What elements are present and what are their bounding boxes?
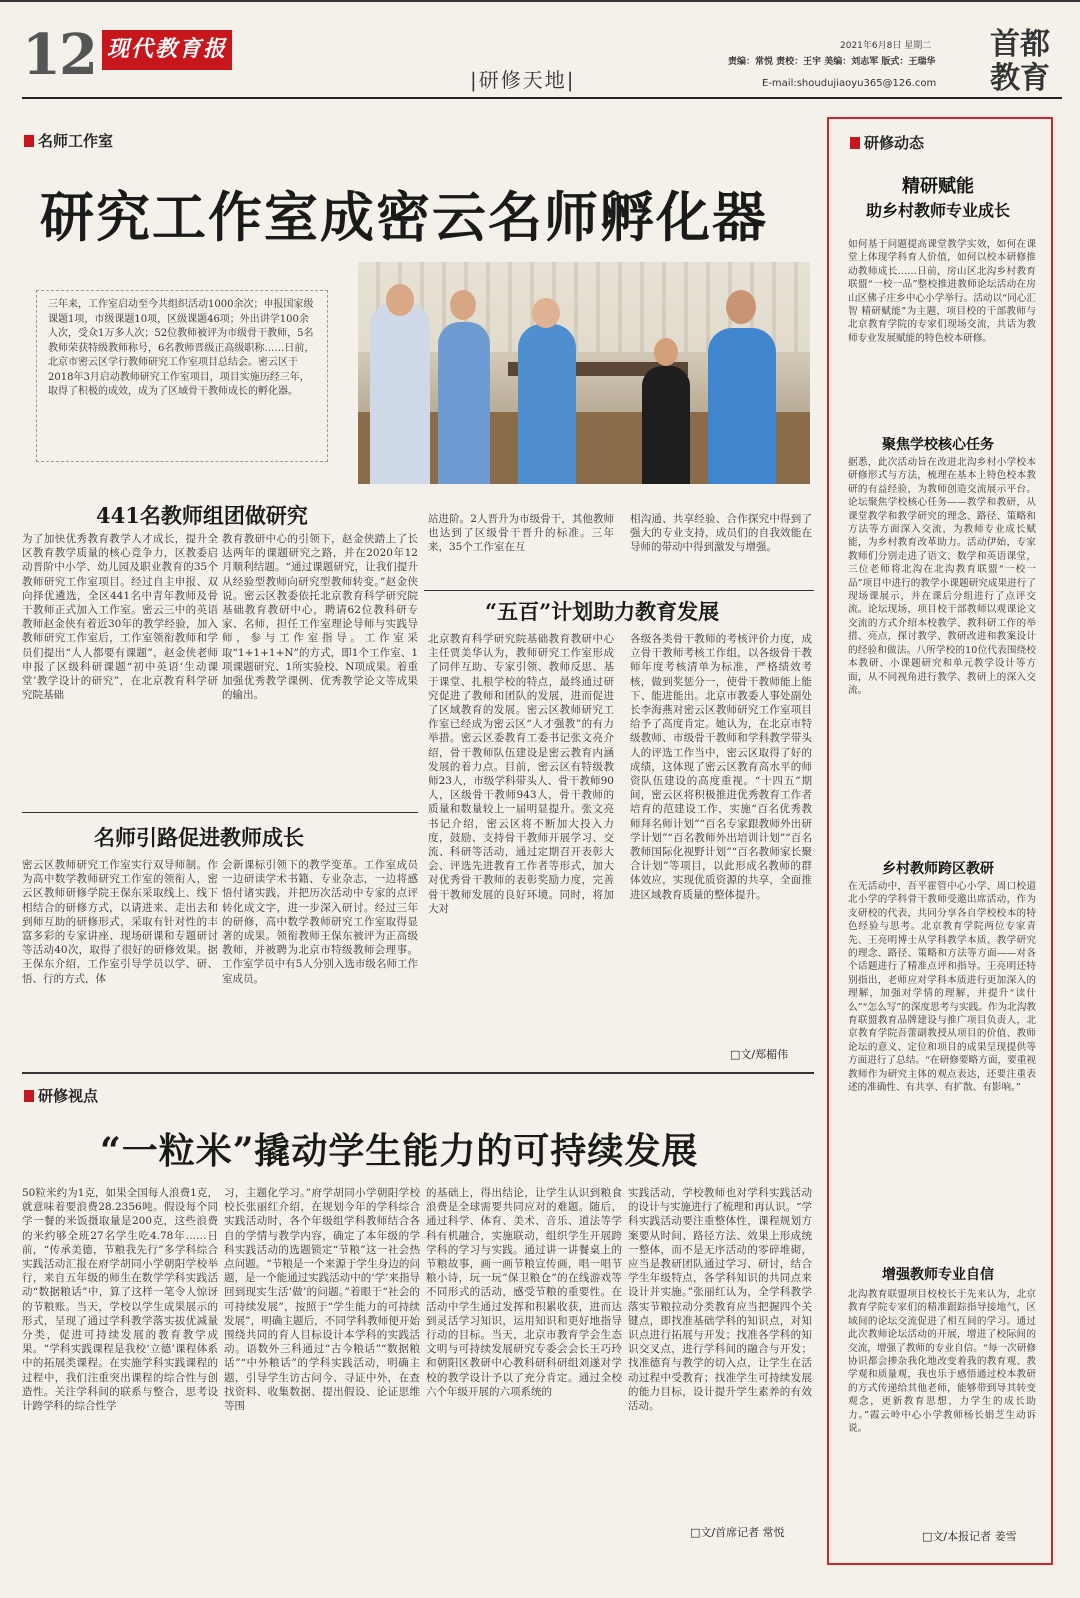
email-line: E-mail:shoudujiaoyu365@126.com: [762, 78, 937, 89]
lower-col2: 习，主题化学习。”府学胡同小学朝阳学校校长张丽红介绍，在规划今年的学科综合实践活动时，各个年级组学科教师结合各自的学情与教学内容，确定了本年级的学科实践活动的选题锁定“节粮”这一社会热点问题。“节粮是一个来源于学生身边的问题，是一个能通过实践活动中的‘学’来指导回到现实生活‘做’的问题。”着眼于“社会的可持续发展”，按照于“学生能力的可持续发展”，明确主题后，不同学科教师便开始围绕共同的育人目标设计本学科的实践活动。语数外三科通过“古今粮话”“数据粮话”“中外粮话”的学科实践活动，明确主题，引导学生访古问今、寻证中外，在查找资料、收集数据、提出假设、论证思维等围: [224, 1187, 420, 1413]
brand-line-2: 教育: [990, 61, 1050, 96]
sidebar-section-label: 研修动态: [850, 132, 924, 153]
photo-person-1: [370, 302, 430, 484]
red-square-icon: [24, 135, 34, 147]
subhead-wubai: “五百”计划助力教育发展: [485, 599, 720, 624]
sidebar-para-2: 据悉，此次活动旨在改进北沟乡村小学校本研修形式与方法，梳理在基本上特色校本教研的有益经验，为教师创造交流展示平台。论坛聚焦学校核心任务——教学和教研，从课堂教学和教学研究的理念、路径、策略和方法等方面深入交流，为教师专业成长赋能，为乡村教育改革助力。活动伊始，专家教师们分别走进了语文、数学和英语课堂，三位老师将北沟在北沟教育联盟“一校一品”项目中进行的教学小课题研究成果进行了现场课展示，并在课后分组进行了点评交流。论坛现场，项目校干部教师以观课论文交流的方式介绍本校教学、教科研工作的举措、亮点，探讨教学、教研改进和教案设计的经验和做法。八所学校的10位代表围绕校本教研、小课题研究和单元教学设计等方面，从不同视角进行教学、教研上的深入交流。: [848, 457, 1036, 696]
brand-mark: [990, 28, 1050, 96]
section-label-main: 名师工作室: [24, 130, 113, 151]
photo-person-3: [518, 324, 576, 484]
lower-col3: 的基础上，得出结论，让学生认识到粮食浪费是全球需要共同应对的难题。随后，通过科学、体育、美术、音乐、道法等学科有机融合，实施联动，组织学生开展跨学科的学习与实践。通过讲一讲餐桌上的节粮故事，画一画节粮宣传画，唱一唱节粮小诗，玩一玩“保卫粮仓”的在线游戏等不同形式的活动，感受节粮的重要性。在活动中学生通过发挥和积累收获，进而达到灵活学习知识，运用知识和更好地指导行动的目标。当天，北京市教育学会生态文明与可持续发展研究专委会会长王巧玲和朝阳区教研中心教科研科研组刘遂对学校的教学设计予以了充分肯定。通过全校六个年级开展的六项系统的: [426, 1187, 622, 1398]
subhead-mingshi: 名师引路促进教师成长: [94, 825, 304, 850]
sidebar-para-1: 如何基于问题提高课堂教学实效，如何在课堂上体现学科育人价值，如何以校本研修推动教师成长……日前，房山区北沟乡村教育联盟“一校一品”整校推进教师论坛活动在房山区佛子庄乡中心小学举行。活动以“同心汇智 精研赋能”为主题，项目校的干部教师与北京教育学院的专家们现场交流，共话为教师专业发展赋能的特色校本研修。: [848, 239, 1036, 344]
photo-head-2: [450, 290, 476, 320]
photo-head-5: [726, 290, 756, 324]
subhead-441: 441名教师组团做研究: [96, 503, 308, 528]
newspaper-logo: 现代教育报: [102, 30, 232, 70]
sidebar-sub-2: 乡村教师跨区教研: [882, 861, 994, 877]
photo-person-2: [438, 322, 490, 484]
section-rule-1: [424, 590, 814, 591]
brand-line-1: 首都: [990, 27, 1050, 62]
sidebar-para-4: 北沟教育联盟项目校校长于先来认为，北京教育学院专家们的精准跟踪指导接地气，区域间的论坛交流促进了相互间的学习。通过此次教师论坛活动的开展，增进了校际间的交流，增强了教师的专业自信。“每一次研修协识都会掺杂我化地改变着我的教育观、教学观和质量观，我也乐于感悟通过校本教研的方式传递给其他老师，能够带到导其转变观念，更新教育思想，力学生的成长助力。”霞云岭中心小学教师杨长娟芝生动诉说。: [848, 1289, 1036, 1435]
sidebar-sub-3: 增强教师专业自信: [882, 1267, 994, 1283]
lower-rule: [22, 1072, 814, 1074]
section-label-lower: 研修视点: [24, 1085, 98, 1106]
article-col2-a: 教育教研中心的引领下，赵金侠踏上了长达两年的课题研究之路，并在2020年12月顺利结题。“通过课题研究，让我们提升从经验型教师向研究型教师转变。”赵金侠说。密云区教委依托北京教育科学研究院基础教育教研中心，聘请62位教科研专家、名师，担任工作室理论导师与实践导师，参与工作室指导。工作室采取“1+1+1+N”的方式，即1个工作室、1项课题研究、1所实验校、N项成果。着重加强优秀教学课例、优秀教学论文等成果的输出。: [222, 533, 418, 702]
photo-person-5: [708, 328, 776, 484]
page-number: 12: [22, 22, 96, 88]
red-square-icon: [24, 1090, 34, 1102]
staff-line: 责编：常悦 责校：王宇 美编：刘志军 版式：王瑞华: [728, 57, 936, 67]
date-line: 2021年6月8日 星期二: [840, 41, 932, 51]
lower-col1: 50粒米约为1克，如果全国每人浪费1克，就意味着要浪费28.2356吨。假设每个同学一餐的米饭摄取量是200克，这些浪费的米约够全班27名学生吃4.78年……日前，“传承美德，节粮我先行”多学科综合实践活动汇报在府学胡同小学朝阳学校举行，来自五年级的师生在数学学科实践活动“数据粮话”中，算了这样一笔令人惊讶的节粮账。当天，学校以学生成果展示的形式，呈现了通过学科教学落实拔优减量分类，促进可持续发展的教育教学成果。“学科实践课程是我校‘立德’课程体系中的拓展类课程。在实施学科实践课程的过程中，我们注重突出课程的综合性与创造性。关注学科间的联系与整合，思考设计跨学科的综合性学: [22, 1187, 218, 1413]
article-col4-b: 各级各类骨干教师的考核评价力度，成立骨干教师考核工作组，以各级骨干教师年度考核清单为标准，严格绩效考核，做到奖惩分一，使骨干教师能上能下、能进能出。北京市教委人事处副处长李海燕对密云区教师研究工作室项目给予了高度肯定。她认为，在北京市特级教师、市级骨干教师和学科教学带头人的评选工作当中，密云区取得了好的成绩，这体现了密云区教育高水平的师资队伍建设的高度重视。“十四五”期间，密云区将积极推进优秀教育工作者培育的范建设工作，实施“百名优秀教师拜名师计划”“百名专家跟教师外出研学计划”“百名教师外出培训计划”“百名教师国际化视野计划”“百名教师家长聚合计划”等项目，以此形成名教师的群体效应，实现优质资源的共享，全面推进区域教育质量的整体提升。: [630, 633, 812, 901]
lower-col4: 实践活动，学校教师也对学科实践活动的设计与实施进行了梳理和再认识。“学科实践活动要注重整体性，课程规划方案要从时间、路径方法、效果上形成统一整体，而不是无序活动的零碎堆砌，应当是教研团队通过学习、研讨，结合学生年级特点，各学科知识的共同点来设计并实施。”张丽红认为，全学科教学落实节粮拉动分类教育应当把握四个关键点，即找准基础学科的知识点，对知识点进行拓展与开发；找准各学科的知识交叉点，进行学科间的融合与开发；找准德育与教学的切入点，让学生在活动过程中受教育；找准学生可持续发展的能力目标，设计提升学生素养的有效活动。: [628, 1187, 812, 1413]
top-border: [0, 0, 1080, 2]
sidebar-title-2: 助乡村教师专业成长: [865, 201, 1010, 220]
photo-person-4: [642, 366, 690, 484]
section-rule-2: [22, 812, 418, 813]
article-col2-b: 会新课标引领下的教学变革。工作室成员一边研读学术书籍、专业杂志，一边将感悟付诸实践，并把历次活动中专家的点评转化成文字，进一步深入研讨。经过三年的研修，高中数学教师研究工作室取得显著的成果。领衔教师王保东被评为正高级教师，并被聘为北京市特级教师会理事。工作室学员中有5人分别入选市级名师工作室成员。: [222, 859, 418, 985]
article-col1-b: 密云区教师研究工作室实行双导师制。作为高中数学教师研究工作室的领衔人，密云区教师研修学院王保东采取线上、线下相结合的研修方式，以请进来、走出去和到师互助的研修形式，采取有针对性的丰富多彩的专家讲座、现场研课和专题研讨等活动40次，取得了很好的研修效果。据王保东介绍，工作室引导学员以学、研、悟、行的方式，体: [22, 859, 218, 985]
sidebar-title-1: 精研赋能: [902, 176, 974, 197]
news-photo: [358, 262, 810, 484]
photo-head-4: [654, 338, 678, 366]
byline-1: □文/郑楣伟: [730, 1048, 789, 1061]
photo-head-3: [532, 298, 560, 328]
byline-3: □文/本报记者 姜雪: [922, 1530, 1017, 1543]
main-headline: 研究工作室成密云名师孵化器: [40, 185, 768, 249]
photo-head-1: [386, 284, 414, 316]
article-col3-a: 站进阶。2人晋升为市级骨干，其他教师也达到了区级骨干晋升的标准。三年来，35个工作室在互: [428, 513, 614, 554]
sidebar-sub-1: 聚焦学校核心任务: [882, 437, 994, 453]
column-tag: |研修天地|: [470, 68, 576, 92]
article-col3-b: 北京教育科学研究院基础教育教研中心主任贾美华认为，教师研究工作室形成了同伴互助、专家引领、教师反思、基于课堂、扎根学校的特点，最终通过研究促进了教师和团队的发展，进而促进了区域教育的发展。密云区教师研究工作室已经成为密云区“人才强教”的有力举措。密云区委教育工委书记张文亮介绍，骨干教师队伍建设是密云教育内涵发展的着力点。目前，密云区有特级教师23人，市级学科带头人、骨干教师90人，区级骨干教师943人，骨干教师的质量和数量较上一届明显提升。张文亮书记介绍，密云区将不断加大投入力度，鼓励、支持骨干教师开展学习、交流、科研等活动，通过定期召开表彰大会、评选先进教育工作者等形式，加大对优秀骨干教师的表彰奖励力度，完善骨干教师发展的良好环境。同时，将加大对: [428, 633, 614, 915]
article-col4-a: 相沟通、共享经验、合作探究中得到了强大的专业支持，成员们的自我效能在导师的带动中得到激发与增强。: [630, 513, 812, 554]
header-rule: [22, 97, 1062, 99]
intro-text: 三年来，工作室启动至今共组织活动1000余次；申报国家级课题1项，市级课题10项，区级课题46项；外出讲学100余人次，受众1万多人次；52位教师被评为市级骨干教师，5名教师荣获特级教师称号，6名教师晋级正高级职称……日前，北京市密云区学行教师研究工作室项目总结会。密云区于2018年3月启动教师研究工作室项目，项目实施历经三年，取得了积极的成效，成为了区域骨干教师成长的孵化器。: [48, 299, 315, 397]
article-col1-a: 为了加快优秀教育教学人才成长，提升全区教育教学质量的核心竞争力，区教委启动晋阶中小学、幼儿园及职业教育的35个教师研究工作室项目。经过自主申报、双向择优遴选，全区441名中青年教师及骨干教师正式加入工作室。密云三中的英语教师赵金侠有着近30年的教学经验，加入教师研究工作室后，工作室领衔教师和学员们提出“人人都要有课题”，赵金侠老师申报了区级科研课题“初中英语‘生动课堂’教学设计的研究”，在北京教育科学研究院基础: [22, 533, 218, 702]
byline-2: □文/首席记者 常悦: [690, 1526, 785, 1539]
lower-headline: “一粒米”撬动学生能力的可持续发展: [100, 1130, 699, 1172]
sidebar-para-3: 在无活动中，吾平霍管中心小学、周口校道北小学的学科骨干教师受邀出席活动，作为支研校的代表，共同分享各自学校校本的特色经验与思考。北京教育学院两位专家青先、王亮明博士从学科教学本质、教学研究的理念、路径、策略和方法等方面——对各个话题进行了精准点评和指导。王亮明还特别指出，老师应对学科本质进行更加深入的理解，加强对学情的理解，并提升“读什么”“怎么写”的深度思考与实践。作为北沟教育联盟教育品牌建设与推广项目负责人，北京教育学院吾蕾副教授从项目的价值、教师论坛的意义、定位和项目的成果呈现提供等方面进行了总结。“在研修要略方面，要重视教师作为研究主体的观点表达，还要注重表述的准确性、有共享、有扩散、有影响。”: [848, 881, 1036, 1094]
red-square-icon: [850, 137, 860, 149]
